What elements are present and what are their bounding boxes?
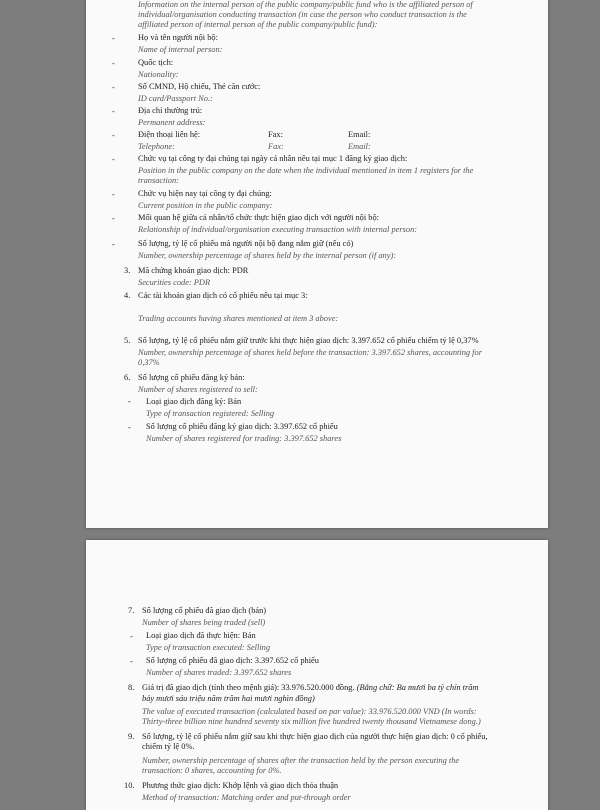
item-7-number: 7. — [128, 606, 135, 615]
position-label-en-1: Position in the public company on the date when the individual mentioned in item 1 registers for the — [138, 166, 474, 175]
email-label-en: Email: — [348, 142, 371, 151]
fax-label-en: Fax: — [268, 142, 284, 151]
intro-en-line-2: individual/organisation conducting transaction (in case the person who conduct transaction is the — [138, 10, 467, 19]
shares-traded-label: Số lượng cổ phiếu đã giao dịch (bán) — [142, 606, 267, 615]
bullet: - — [112, 131, 115, 140]
shares-before-transaction-en-1: Number, ownership percentage of shares held before the transaction: 3.397.652 shares, accounting for — [138, 348, 482, 357]
bullet: - — [112, 155, 115, 164]
transaction-value-in-words: (Bằng chữ: Ba mươi ba tỷ chín trăm — [356, 683, 479, 692]
shares-after-transaction-en-2: transaction: 0 shares, accounting for 0%. — [142, 766, 282, 775]
document-page-2 — [86, 540, 548, 810]
transaction-value-en-2: Thirty-three billion nine hundred seventy six million five hundred twenty thousand Vietnamese dong.) — [142, 717, 481, 726]
transaction-method-en: Method of transaction: Matching order and put-through order — [142, 793, 351, 802]
current-position-label-en: Current position in the public company: — [138, 201, 273, 210]
executed-type-en: Type of transaction executed: Selling — [146, 643, 271, 652]
shares-registered-label: Số lượng cổ phiếu đăng ký bán: — [138, 373, 245, 382]
bullet: - — [112, 240, 115, 249]
registered-type: Loại giao dịch đăng ký: Bán — [146, 397, 242, 406]
item-5-number: 5. — [124, 336, 131, 345]
transaction-method: Phương thức giao dịch: Khớp lệnh và giao dịch thỏa thuận — [142, 781, 339, 790]
document-page-1 — [86, 0, 548, 528]
current-position-label: Chức vụ hiện nay tại công ty đại chúng: — [138, 189, 272, 198]
bullet: - — [112, 214, 115, 223]
trading-accounts-label: Các tài khoản giao dịch có cổ phiếu nêu tại mục 3: — [138, 291, 308, 300]
position-label-en-2: transaction: — [138, 176, 179, 185]
id-label-en: ID card/Passport No.: — [138, 94, 213, 103]
shares-held-label: Số lượng, tỷ lệ cổ phiếu mà người nội bộ đang nắm giữ (nếu có) — [138, 239, 354, 248]
traded-quantity-en: Number of shares traded: 3.397.652 shares — [146, 668, 292, 677]
item-3-number: 3. — [124, 266, 131, 275]
bullet: - — [130, 657, 133, 666]
registered-quantity: Số lượng cổ phiếu đăng ký giao dịch: 3.397.652 cổ phiếu — [146, 422, 338, 431]
nationality-label-en: Nationality: — [138, 70, 179, 79]
shares-after-transaction-1: Số lượng, tỷ lệ cổ phiếu nắm giữ sau khi thực hiện giao dịch của người thực hiện giao dịch: 0 cổ phiếu, — [142, 732, 488, 741]
item-9-number: 9. — [128, 732, 135, 741]
email-label: Email: — [348, 130, 371, 139]
shares-before-transaction-en-2: 0,37% — [138, 358, 160, 367]
fax-label: Fax: — [268, 130, 283, 139]
executed-type: Loại giao dịch đã thực hiện: Bán — [146, 631, 256, 640]
bullet: - — [112, 59, 115, 68]
shares-held-label-en: Number, ownership percentage of shares held by the internal person (if any): — [138, 251, 397, 260]
relationship-label: Mối quan hệ giữa cá nhân/tổ chức thực hiện giao dịch với người nội bộ: — [138, 213, 379, 222]
registered-type-en: Type of transaction registered: Selling — [146, 409, 275, 418]
shares-registered-label-en: Number of shares registered to sell: — [138, 385, 258, 394]
shares-after-transaction-2: chiếm tỷ lệ 0%. — [142, 742, 195, 751]
id-label: Số CMND, Hộ chiếu, Thẻ căn cước: — [138, 82, 261, 91]
shares-before-transaction: Số lượng, tỷ lệ cổ phiếu nắm giữ trước khi thực hiện giao dịch: 3.397.652 cổ phiếu chiếm tỷ lệ 0,37% — [138, 336, 479, 345]
item-8-number: 8. — [128, 683, 135, 692]
bullet: - — [112, 34, 115, 43]
phone-label: Điện thoại liên hệ: — [138, 130, 201, 139]
intro-en-line-3: affiliated person of internal person of the public company/public fund): — [138, 20, 378, 29]
bullet: - — [128, 397, 131, 406]
bullet: - — [112, 190, 115, 199]
internal-name-label: Họ và tên người nội bộ: — [138, 33, 218, 42]
relationship-label-en: Relationship of individual/organisation executing transaction with internal person: — [138, 225, 418, 234]
transaction-value-in-words-2: bảy mươi sáu triệu năm trăm hai mươi nghìn đồng) — [142, 694, 315, 703]
bullet: - — [128, 423, 131, 432]
transaction-value — [142, 683, 478, 693]
shares-after-transaction-en-1: Number, ownership percentage of shares after the transaction held by the person executing the — [142, 756, 460, 765]
securities-code-en: Securities code: PDR — [138, 278, 211, 287]
internal-name-label-en: Name of internal person: — [138, 45, 223, 54]
bullet: - — [112, 83, 115, 92]
bullet: - — [130, 632, 133, 641]
address-label: Địa chỉ thường trú: — [138, 106, 203, 115]
item-4-number: 4. — [124, 291, 131, 300]
item-6-number: 6. — [124, 373, 131, 382]
trading-accounts-label-en: Trading accounts having shares mentioned at item 3 above: — [138, 314, 339, 323]
transaction-value-amount: Giá trị đã giao dịch (tính theo mệnh giá): 33.976.520.000 đồng. — [142, 683, 357, 692]
transaction-value-en-1: The value of executed transaction (calculated based on par value): 33.976.520.000 VND (In words: — [142, 707, 477, 716]
registered-quantity-en: Number of shares registered for trading: 3.397.652 shares — [146, 434, 342, 443]
traded-quantity: Số lượng cổ phiếu đã giao dịch: 3.397.652 cổ phiếu — [146, 656, 319, 665]
bullet: - — [112, 107, 115, 116]
shares-traded-label-en: Number of shares being traded (sell) — [142, 618, 266, 627]
nationality-label: Quốc tịch: — [138, 58, 174, 67]
phone-label-en: Telephone: — [138, 142, 175, 151]
address-label-en: Permanent address: — [138, 118, 206, 127]
intro-en-line-1: Information on the internal person of the public company/public fund who is the affiliated person of — [138, 0, 473, 9]
securities-code: Mã chứng khoán giao dịch: PDR — [138, 266, 249, 275]
item-10-number: 10. — [124, 781, 135, 790]
position-label: Chức vụ tại công ty đại chúng tại ngày cá nhân nêu tại mục 1 đăng ký giao dịch: — [138, 154, 408, 163]
